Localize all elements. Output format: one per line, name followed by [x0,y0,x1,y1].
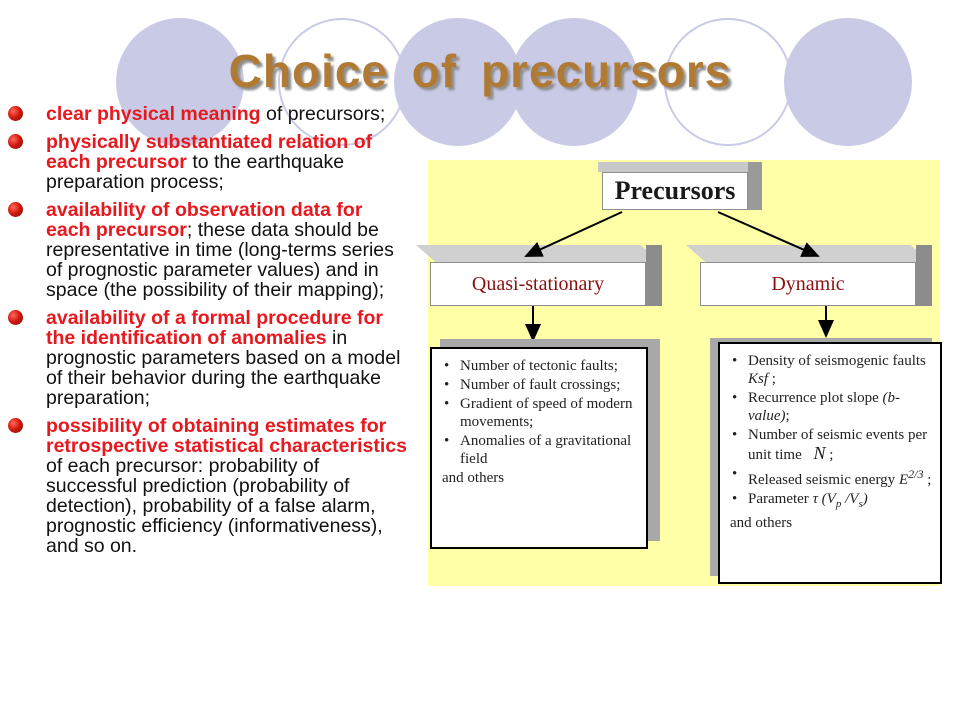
formula: τ (V [812,491,836,507]
criterion-text: to the earthquake preparation process; [46,151,345,193]
formula-exponent: 2/3 [908,467,924,481]
formula: Ksf [748,371,769,387]
formula: E [898,472,909,488]
criterion-highlight: availability of observation data for each precursor [46,199,363,241]
criterion-highlight: possibility of obtaining estimates for retrospective statistical characteristics [46,415,407,457]
item-text: Parameter [748,491,809,507]
criterion-highlight: availability of a formal procedure for the identification of anomalies [46,307,384,349]
formula-subscript: s [858,498,863,510]
item-text: Recurrence plot slope [748,390,879,406]
list-item [730,389,934,425]
list-item: • Gradient of speed of modern movements; [442,395,640,431]
item-end: ; [768,371,776,387]
list-item: • Anomalies of a gravitational field [442,432,640,468]
quasi-stationary-label: Quasi-stationary [430,262,646,306]
formula: /V [841,491,859,507]
formula-subscript: p [835,498,842,510]
dynamic-list [718,342,942,584]
list-tail: and others [442,470,505,486]
criterion-highlight: clear physical meaning [46,103,261,125]
arrow-to-dynamic [718,212,818,256]
item-text: Released seismic energy [748,472,896,488]
item-text: Number of seismic events per unit time [748,427,928,463]
criterion-text: in prognostic parameters based on a model of their behavior during the earthquake preparation; [46,327,401,409]
list-item: • Number of tectonic faults; [442,357,640,375]
criterion-text: ; these data should be representative in time (long-terms series of prognostic parameter values) and in space (the possibility of their mapping); [46,219,394,301]
dynamic-label: Dynamic [700,262,916,306]
list-item [730,465,934,489]
list-item [730,426,934,464]
formula: ) [862,491,868,507]
list-tail: and others [730,515,793,531]
arrow-to-quasi [526,212,622,256]
list-item [730,490,934,513]
item-text: Density of seismogenic faults [748,353,926,369]
item-end: ; [825,447,834,463]
criterion-text: of each precursor: probability of successful prediction (probability of detection), probability of a false alarm, prognostic efficiency (informativeness), and so on. [46,455,383,557]
criterion-highlight: physically substantiated relation of each precursor [46,131,373,173]
precursors-label: Precursors [602,172,748,210]
quasi-stationary-list [430,347,648,549]
criterion-text: of precursors; [260,103,386,125]
formula: (b-value) [748,390,901,424]
item-end: ; [923,472,932,488]
item-end: ; [785,408,790,424]
page-title: Choice of precursors [228,45,732,97]
list-item: • Number of fault crossings; [442,376,640,394]
formula: N [813,443,826,463]
list-item [730,352,934,388]
